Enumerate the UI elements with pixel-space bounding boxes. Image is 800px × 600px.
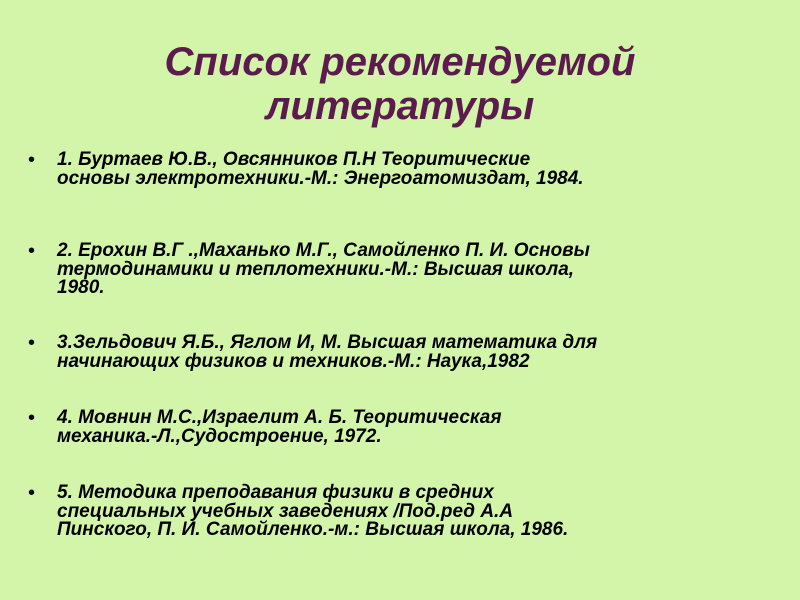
bullet-icon: •	[28, 482, 36, 504]
list-item	[28, 242, 758, 298]
reference-text: 1. Буртаев Ю.В., Овсянников П.Н Теоритические основы электротехники.-М.: Энергоатомиздат, 1984.	[57, 149, 584, 189]
reference-text: 4. Мовнин М.С.,Израелит А. Б. Теоритическая механика.-Л.,Судостроение, 1972.	[57, 407, 502, 447]
bullet-icon: •	[28, 332, 36, 354]
title-line-2: литературы	[265, 84, 535, 128]
list-item	[28, 151, 758, 188]
reference-text: 5. Методика преподавания физики в средних специальных учебных заведениях /Под.ред А.А Пинского, П. И. Самойленко.-м.: Высшая школа, 1986.	[57, 482, 569, 540]
reference-text: 2. Ерохин В.Г .,Маханько М.Г., Самойленко П. И. Основы термодинамики и теплотехники.-М.: Высшая школа, 1980.	[57, 240, 590, 298]
list-item	[28, 409, 758, 446]
list-item	[28, 334, 758, 371]
bullet-icon: •	[28, 149, 36, 171]
bullet-icon: •	[28, 407, 36, 429]
bullet-icon: •	[28, 240, 36, 262]
slide-title	[60, 40, 740, 128]
reference-text: 3.Зельдович Я.Б., Яглом И, М. Высшая математика для начинающих физиков и техников.-М.: Наука,1982	[57, 332, 598, 372]
list-item	[28, 484, 758, 540]
title-line-1: Список рекомендуемой	[164, 40, 636, 84]
